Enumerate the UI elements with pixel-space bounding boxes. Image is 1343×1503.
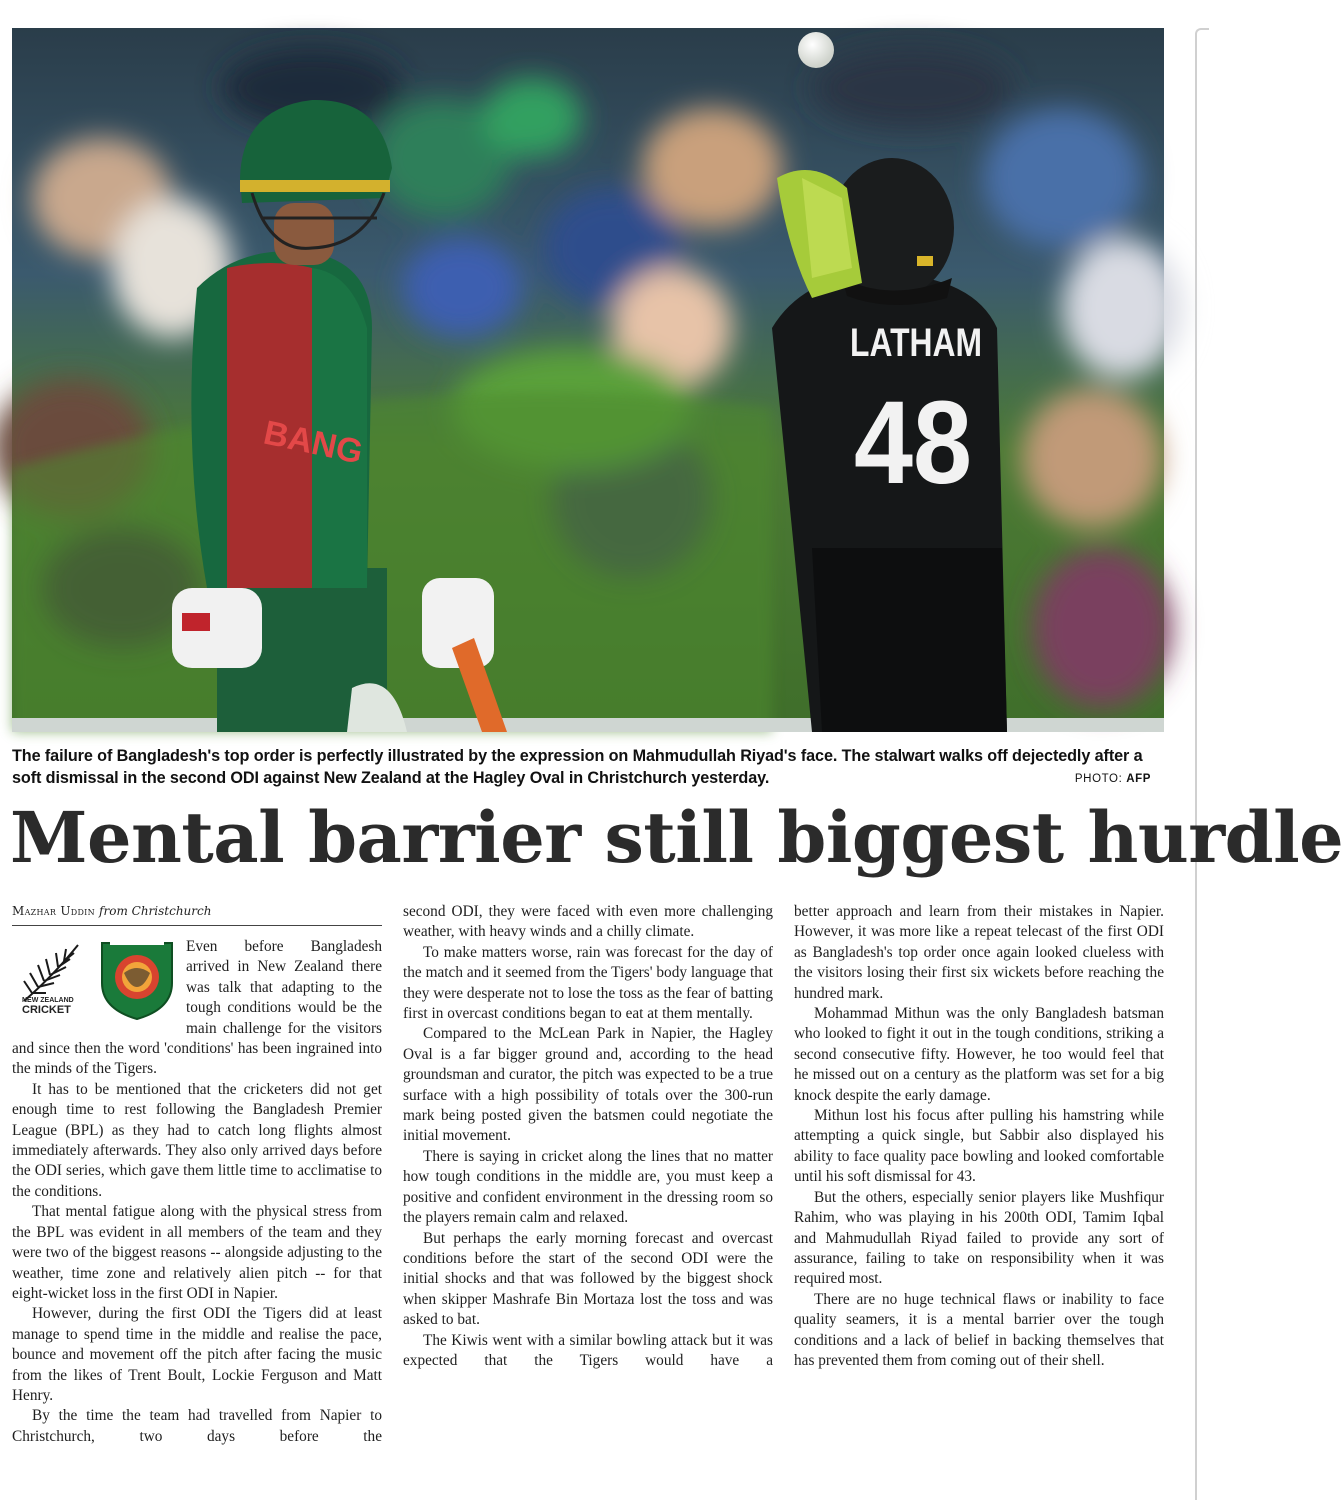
paragraph: Mithun lost his focus after pulling his hamstring while attempting a quick single, but Sabbir also displayed his ability to face quality pace bowling and looked comfortable until his soft dismissal for 43. [794,1107,1164,1186]
paragraph: But the others, especially senior players like Mushfiqur Rahim, who was playing in his 200th ODI, Tamim Iqbal and Mahmudullah Riyad failed to provide any sort of assurance, failing to take on responsibility when it was required most. [794,1188,1164,1288]
article-column-3 [794,902,1164,1371]
photo-credit-label: PHOTO: [1074,773,1123,785]
photo-credit-source: AFP [1126,773,1151,785]
photo-caption: The failure of Bangladesh's top order is perfectly illustrated by the expression on Mahmudullah Riyad's face. The stalwart walks off dejectedly after a soft dismissal in the second ODI against New Zealand at the Hagley Oval in Christchurch yesterday. [12,747,1143,787]
paragraph: That mental fatigue along with the physical stress from the BPL was evident in all members of the team and they were two of the biggest reasons -- alongside adjusting to the weather, time zone and relatively alien pitch -- for that eight-wicket loss in the first ODI in Napier. [12,1203,382,1302]
paragraph: The Kiwis went with a similar bowling attack but it was expected that the Tigers would have a [403,1331,773,1369]
paragraph: It has to be mentioned that the cricketers did not get enough time to rest following the Bangladesh Premier League (BPL) as they had to catch long flights almost immediately afterwards. They also only arrived days before the ODI series, which gave them little time to acclimatise to the conditions. [12,1080,382,1200]
cricket-ball [798,32,834,68]
shirt-lettering: BANG [260,413,367,472]
jersey-number: 48 [854,377,972,509]
photo-credit [1075,773,1151,785]
byline-divider [12,925,382,926]
article-column-2 [403,902,773,1371]
paragraph: There are no huge technical flaws or inability to face quality seamers, it is a mental barrier over the tough conditions and a lack of belief in backing themselves that has prevented them from coming out of their shell. [794,1290,1164,1369]
byline-location: from Christchurch [99,904,212,918]
logos-block [12,937,180,1021]
byline [12,904,211,918]
paragraph: By the time the team had travelled from Napier to Christchurch, two days before the [12,1407,382,1445]
paragraph: Even before Bangladesh arrived in New Zealand there was talk that adapting to the tough conditions would be the main challenge for the visitors and since then the word 'conditions' has been ingrained into the minds of the Tigers. [12,938,382,1078]
paragraph: But perhaps the early morning forecast and overcast conditions before the start of the second ODI were the initial shocks and that was followed by the biggest shock when skipper Mashrafe Bin Mortaza lost the toss and was asked to bat. [403,1229,773,1329]
paragraph: better approach and learn from their mistakes in Napier. However, it was more like a repeat telecast of the first ODI as Bangladesh's top order once again looked clueless with the visitors losing their first six wickets before reaching the hundred mark. [794,903,1164,1002]
byline-author: Mazhar Uddin [12,904,95,918]
adjacent-column-frame [1195,28,1209,1500]
paragraph: There is saying in cricket along the lines that no matter how tough conditions in the middle are, you must keep a positive and confident environment in the dressing room so the players remain calm and relaxed. [403,1147,773,1227]
paragraph: Mohammad Mithun was the only Bangladesh batsman who looked to fight it out in the tough conditions, striking a second consecutive fifty. However, he too would feel that he missed out on a century as the platform was set for a big knock despite the early damage. [794,1005,1164,1104]
nz-cricket-top-text: NEW ZEALAND [22,997,74,1004]
article-column-1 [12,937,382,1447]
article-headline: Mental barrier still biggest hurdle [10,796,1343,879]
nz-cricket-bottom-text: CRICKET [22,1004,71,1016]
paragraph: second ODI, they were faced with even more challenging weather, with heavy winds and a chilly climate. [403,903,773,941]
paragraph: To make matters worse, rain was forecast for the day of the match and it seemed from the Tigers' body language that they were desperate not to lose the toss as the fear of batting first in overcast conditions began to eat at them mentally. [403,943,773,1023]
nz-cricket-label [22,997,74,1016]
article-photo [12,28,1164,732]
paragraph: However, during the first ODI the Tigers did at least manage to spend time in the middle and realise the pace, bounce and movement off the pitch after facing the music from the likes of Trent Boult, Lockie Ferguson and Matt Henry. [12,1305,382,1404]
jersey-name: LATHAM [850,321,982,365]
bcb-logo-icon [102,937,172,1019]
paragraph: Compared to the McLean Park in Napier, the Hagley Oval is a far bigger ground and, according to the head groundsman and curator, the pitch was expected to be a true surface with a high possibility of totals over the 300-run mark being posted given the batsmen could negotiate the initial movement. [403,1025,773,1145]
